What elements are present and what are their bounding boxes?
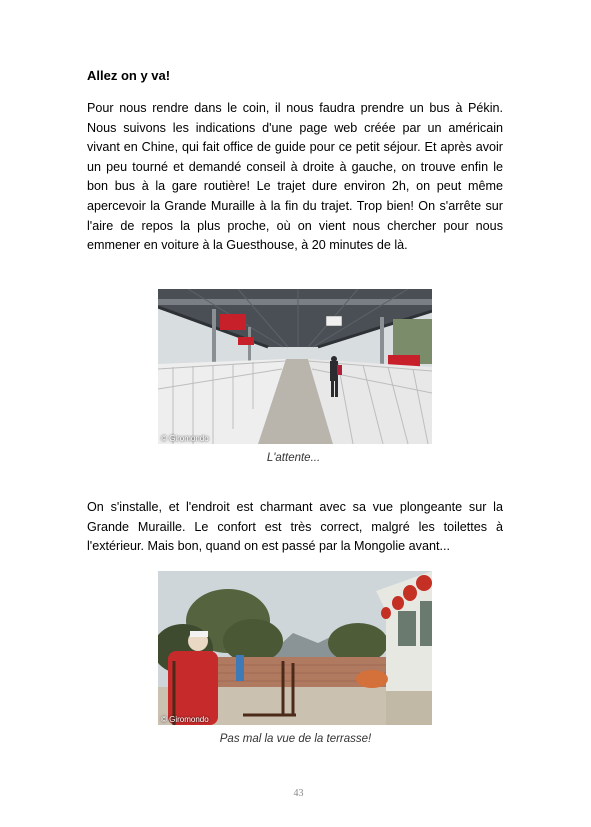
photo-waiting-walkway	[158, 289, 432, 444]
section-heading: Allez on y va!	[87, 68, 171, 83]
paragraph-guesthouse: On s'installe, et l'endroit est charmant avec sa vue plongeante sur la Grande Muraille. Le confort est très correct, malgré les toilettes à l'extérieur. Mais bon, quand on est passé par la Mongolie avant...	[87, 500, 503, 554]
photo-caption: L'attente...	[266, 452, 321, 464]
page-number: 43	[293, 788, 304, 799]
photo-caption: Pas mal la vue de la terrasse!	[219, 733, 372, 745]
photo-watermark: © Giromondo	[161, 715, 209, 724]
paragraph-bus-trip: Pour nous rendre dans le coin, il nous faudra prendre un bus à Pékin. Nous suivons les indications d'une page web créée par un américain vivant en Chine, qui fait office de guide pour ce petit séjour. Et après avoir un peu tourné et demandé conseil à droite à gauche, on trouve enfin le bon bus à la gare routière! Le trajet dure environ 2h, on peut même apercevoir la Grande Muraille à la fin du trajet. Trop bien! On s'arrête sur l'aire de repos la plus proche, où on vient nous chercher pour nous emmener en voiture à la Guesthouse, à 20 minutes de là.	[87, 101, 503, 253]
photo-watermark: © Giromondo	[161, 434, 209, 443]
photo-terrace-view	[158, 571, 432, 725]
